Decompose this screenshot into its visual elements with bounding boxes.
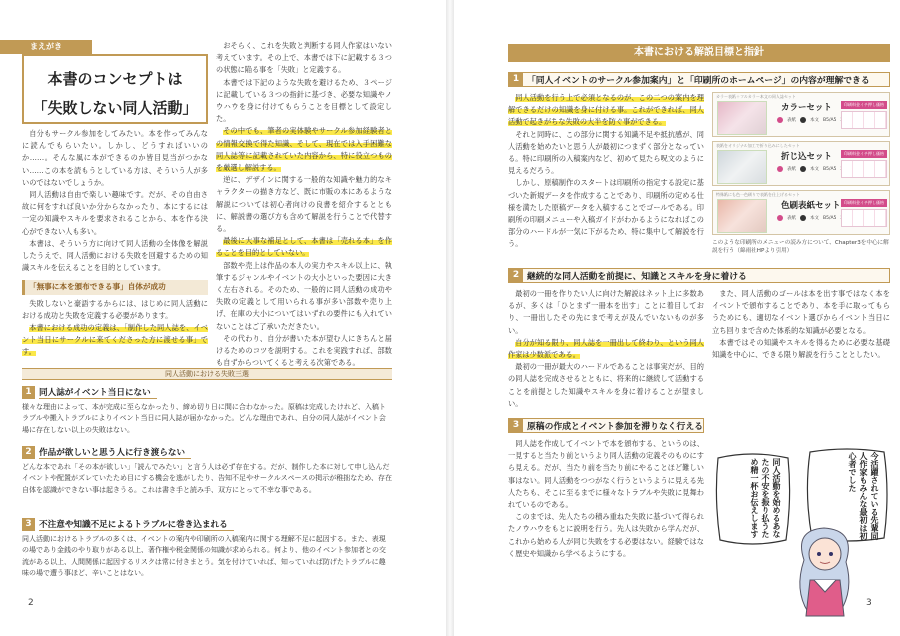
paragraph: 最初の一冊が最大のハードルであることは事実だが、目的の同人誌を完成させるとともに、将来的に継続して活動することを前提とした知識やスキルを身に着けることが望ましい。 [508, 362, 704, 408]
section-2-header [508, 268, 890, 283]
spec-label: 本文 [810, 216, 819, 221]
paragraph: しかし、原稿制作のスタートは印刷所の指定する設定に基づいた新規データを作成することであり、印刷所の定める仕様を満たした原稿データを入稿することでゴールである。印刷所の印刷メニューや入稿ガイドがわかるようになればこの部分のハードルが一気に下がるため、特に集中して解説を行う。 [508, 178, 704, 249]
price-label: 印刷料金イチ押し価格 [841, 101, 887, 109]
paragraph: 本書では下記のような失敗を避けるため、３ページに記載している３つの指針に基づき、必要な知識やノウハウを身に付けてもらうことを目標として設定した。 [216, 77, 392, 124]
guidelines-title: 本書における解説目標と指針 [508, 44, 890, 62]
paragraph: 本書は、そういう方に向けて同人活動の全体像を解説したうえで、同人活動における失敗を回避するための知識スキルを伝えることを目的としています。 [22, 238, 208, 273]
left-page [0, 0, 446, 636]
failure-title: 不注意や知識不足によるトラブルに巻き込まれる [39, 518, 234, 531]
spec-label: 表紙 [787, 216, 796, 221]
number-badge: 1 [22, 386, 35, 399]
paragraph: 最初の一冊を作りたい人に向けた解説はネット上に多数あるが、多くは「ひとまず一冊本を出す」ことに着目しており、一冊出したその先にまで考えが及んでいないものが多い。 [508, 289, 704, 335]
paragraph: 自分もサークル参加をしてみたい。本を作ってみんなに読んでもらいたい。しかし、どうすればいいのか……。そんな風に本ができるのか皆目見当がつかない……この本を読もうとしている方は、そういう人が多いのではないでしょうか。 [22, 129, 208, 187]
color-dot-icon [777, 166, 783, 172]
preface-tab: まえがき [0, 40, 92, 54]
card-name: 色刷表紙セット [781, 201, 841, 211]
highlighted-paragraph: 最後に大事な補足として、本書は「売れる本」を作ることを目的としていない。 [216, 236, 392, 258]
page-number-left: 2 [28, 598, 34, 608]
failure-item-2 [22, 446, 392, 496]
price-table [841, 209, 887, 227]
paragraph: また、同人活動のゴールは本を出す事ではなく本をイベントで頒布することであり、本を手に取ってもらうためにも、適切なイベント選びからイベント当日に立ち回りまで含めた体系的な知識が必要となる。 [712, 289, 890, 335]
failure-body: 様々な理由によって、本が完成に至らなかったり、締め切り日に間に合わなかった。原稿は完成したけれど、入稿トラブルや搬入トラブルによりイベント当日に同人誌が届かなかった。どんな理由であれ、自分の同人誌がイベント会場に存在しない以上の失敗はない。 [22, 403, 386, 434]
paragraph: その代わり、自分が書いた本が望む人にきちんと届けるためのコツを説明する。これを実践すれば、部数も自ずからついてくると考える次第である。 [216, 333, 392, 368]
number-badge: 1 [509, 73, 523, 86]
paragraph: 逆に、デザインに関する一般的な知識や魅力的なキャラクターの描き方など、既に市販の本にあるような解説については初心者向けの良書を紹介するとともに、解説書の選び方も含めて解説を行うことで代替する。 [216, 175, 392, 234]
page-number-right: 3 [866, 598, 872, 608]
color-dot-icon [777, 117, 783, 123]
title-line-1: 本書のコンセプトは [47, 70, 183, 88]
failures-band: 同人活動における失敗三選 [22, 368, 392, 380]
book-gutter [446, 0, 454, 636]
book-illustration [717, 101, 767, 135]
menu-card-fold [712, 141, 890, 186]
card-name: カラーセット [781, 103, 832, 113]
bubble-text: 今活躍されている先輩同人作家もみんな最初は初心者でした [848, 452, 879, 540]
number-badge: 3 [22, 518, 35, 531]
print-menu-figure [712, 92, 890, 255]
right-page [454, 0, 900, 636]
section-2-body-right [712, 288, 890, 361]
ink-dot-icon [800, 117, 806, 123]
ink-dot-icon [800, 166, 806, 172]
section-2-body-left [508, 288, 704, 410]
highlighted-definition: 本書における成功の定義は、「制作した同人誌を、イベント当日にサークルに来てくださった方に渡せる事」です。 [22, 323, 208, 357]
section-3-header [508, 418, 704, 433]
failure-body: 同人活動におけるトラブルの多くは、イベントの案内や印刷所の入稿案内に関する理解不足に起因する。また、表現の場であり金銭のやり取りがある以上、著作権や税金関係の知識が求められる。何より、他のイベント参加者との交流がある以上、人間関係に起因するリスクは常に付きまとう。気を付けていれば、知っていれば防げたトラブルに趣味の場で遭う事ほど、辛いことはない。 [22, 535, 386, 578]
preface-column-a [22, 128, 208, 359]
concept-title-box [22, 54, 208, 124]
spec-label: 本文 [810, 118, 819, 123]
failure-body: どんな本であれ「その本が欲しい」「読んでみたい」と言う人は必ず存在する。だが、制作した本に対して申し込んだイベントや配置がズレていたため目にする機会を逃がしたり、告知不足やサークルスペースの掲示が稚拙なため、存在自体を認識ができない事は起きうる。これは書き手と読み手、双方にとって不幸な事である。 [22, 463, 392, 494]
paragraph: それと同時に、この部分に関する知識不足や抵抗感が、同人活動を始めたいと思う人が最初につまずく部分となっている。特に印刷所の入稿案内など、初めて見たら呪文のように見えるだろう。 [508, 129, 704, 176]
card-name: 折じ込セット [781, 152, 833, 162]
ink-dot-icon [800, 215, 806, 221]
card-caption-top: カラー表紙＋フルカラー本文の同人誌セット [716, 94, 796, 99]
price-table [841, 111, 887, 129]
character-illustration-icon [774, 520, 874, 620]
number-badge: 3 [509, 419, 523, 432]
color-dot-icon [777, 215, 783, 221]
highlighted-paragraph: その中でも、筆者の実体験やサークル参加経験者との情報交換で得た知識、そして、現在では入手困難な同人誌等に記載されていた内容から、特に役立つものを厳選し解説する。 [216, 126, 392, 173]
section-title: 「同人イベントのサークル参加案内」と「印刷所のホームページ」の内容が理解できる [527, 76, 870, 86]
spec-label: 表紙 [787, 167, 796, 172]
paragraph: 失敗しないと豪語するからには、はじめに同人活動における成功と失敗を定義する必要があります。 [22, 298, 208, 320]
paragraph: 同人誌を作成してイベントで本を頒布する、というのは、一見すると当たり前というより同人活動の定義そのものにすら見える。だが、当たり前を当たり前にやることほど難しい事はない。同人活動をつつがなく行うというように見える先人たちも、そこに至るまでに様々なトラブルや失敗に見舞われているのである。 [508, 439, 704, 510]
card-caption-top: 表紙をオリジナル加工で折り込みにしたセット [716, 143, 800, 148]
number-badge: 2 [22, 446, 35, 459]
spec-label: 表紙 [787, 118, 796, 123]
preface-column-b [216, 40, 392, 369]
failure-title: 作品が欲しいと思う人に行き渡らない [39, 446, 191, 459]
highlighted-paragraph: 自分が知る限り、同人誌を一冊出して終わり、という同人作家は少数派である。 [508, 337, 704, 360]
spec-size: B5/A5 [823, 117, 837, 123]
section-title: 継続的な同人活動を前提に、知識とスキルを身に着ける [527, 272, 747, 282]
section-3-body [508, 438, 704, 560]
book-illustration [717, 199, 767, 233]
spec-size: B5/A5 [823, 166, 837, 172]
section-1-body [508, 92, 704, 251]
book-illustration [717, 150, 767, 184]
menu-card-color [712, 92, 890, 137]
price-label: 印刷料金イチ押し価格 [841, 150, 887, 158]
success-subhead: 「無事に本を頒布できる事」自体が成功 [22, 280, 208, 294]
paragraph: 本書ではその知識やスキルを得るために必要な基礎知識を中心に、できる限り解説を行うこととしたい。 [712, 337, 890, 360]
price-label: 印刷料金イチ押し価格 [841, 199, 887, 207]
failure-item-1 [22, 386, 392, 436]
section-title: 原稿の作成とイベント参加を滞りなく行える [527, 422, 703, 432]
number-badge: 2 [509, 269, 523, 282]
paragraph: このまでは、先人たちの積み重ねた失敗に基づいて得られたノウハウをもとに説明を行う。先人は失敗から学んだが、これから始める人が同じ失敗をする必要はない。経験ではなく歴史や知識から学べるようにする。 [508, 512, 704, 558]
spec-label: 本文 [810, 167, 819, 172]
card-caption-top: 特殊紙にも色一色刷りで表紙を仕上げるセット [716, 192, 800, 197]
paragraph: 部数や売上は作品の本人の実力やスキル以上に、執筆するジャンルやイベントの大小といった要因に大きく左右される。そのため、一般的に同人活動の成功や失敗の定義として用いられる事が多い部数や売り上げ、在庫の大小についてはいずれの要件にも入れていないことはご了承いただきたい。 [216, 260, 392, 331]
menu-card-tint [712, 190, 890, 235]
bubble-text: 同人活動を始めるあなたの不安を振り払うため精一杯お伝えします [750, 458, 781, 538]
section-1-header [508, 72, 890, 87]
highlighted-paragraph: 同人活動を行う上で必須となるのが、この二つの案内を理解できるだけの知識を身に付ける事。これができれば、同人活動で起きがちな失敗の大半を防ぐ事ができる。 [508, 93, 704, 127]
spec-size: B5/A5 [823, 215, 837, 221]
failure-item-3 [22, 518, 392, 580]
figure-caption: このような印刷所のメニューの読み方について、Chapter3を中心に解説を行う（綿雨社HPより引用） [712, 240, 889, 254]
paragraph: 同人活動は自由で楽しい趣味です。だが、その自由さ故に何をすれば良いか分からなかったり、本にするには一定の知識やスキルを要求されることから、本を作る決心ができない人も多い。 [22, 190, 208, 236]
title-line-2: 「失敗しない同人活動」 [32, 99, 198, 117]
failure-title: 同人誌がイベント当日にない [39, 386, 157, 399]
paragraph: おそらく、これを失敗と判断する同人作家はいない考えています。その上で、本書では下に記載する３つの状態に陥る事を「失敗」と定義する。 [216, 41, 392, 75]
price-table [841, 160, 887, 178]
